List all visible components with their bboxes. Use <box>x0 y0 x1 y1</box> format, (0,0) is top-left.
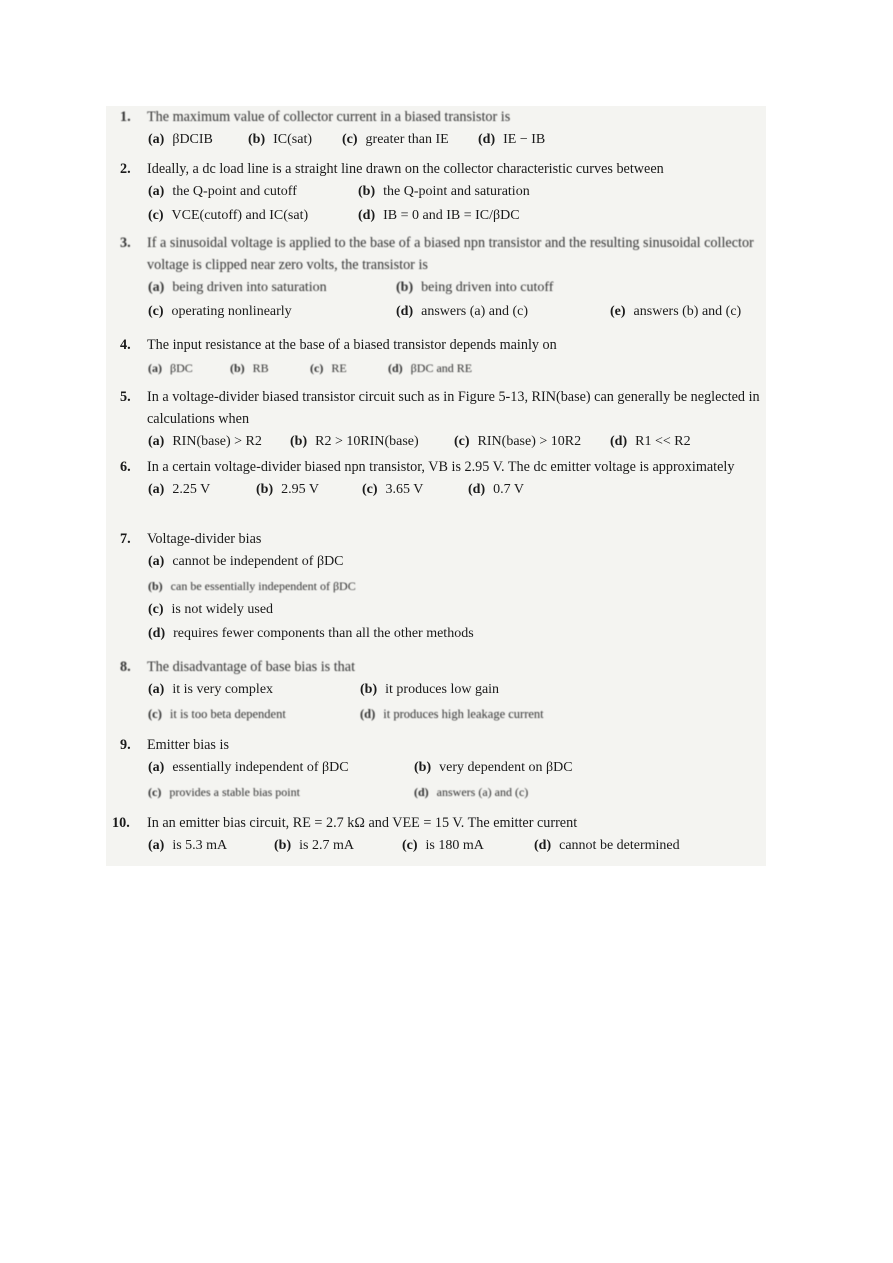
option-d: (d) IB = 0 and IB = IC/βDC <box>358 208 520 223</box>
option-row <box>148 356 766 380</box>
option-row <box>148 550 766 574</box>
option-a: (a) βDC <box>148 361 193 375</box>
question-stem <box>120 656 766 678</box>
question-text: If a sinusoidal voltage is applied to the base of a biased npn transistor and the resulting sinusoidal collector voltage is clipped near zero volts, the transistor is <box>147 235 754 273</box>
option-a: (a) is 5.3 mA <box>148 838 228 853</box>
question-number: 1. <box>120 109 131 125</box>
option-c: (c) greater than IE <box>342 132 449 147</box>
option-c: (c) 3.65 V <box>362 482 424 497</box>
option-a: (a) essentially independent of βDC <box>148 760 349 775</box>
question-stem <box>120 106 766 128</box>
option-row <box>148 834 766 858</box>
question-text: Ideally, a dc load line is a straight line drawn on the collector characteristic curves between <box>147 161 664 177</box>
option-row <box>148 574 766 598</box>
option-row <box>148 678 766 702</box>
option-b: (b) being driven into cutoff <box>396 280 554 295</box>
option-row <box>148 180 766 204</box>
option-a: (a) 2.25 V <box>148 482 211 497</box>
option-row <box>148 780 766 804</box>
question-text: In an emitter bias circuit, RE = 2.7 kΩ and VEE = 15 V. The emitter current <box>147 815 578 831</box>
option-d: (d) βDC and RE <box>388 361 473 375</box>
question-text: Emitter bias is <box>147 737 229 753</box>
option-b: (b) R2 > 10RIN(base) <box>290 434 419 449</box>
option-row <box>148 430 766 454</box>
question-stem <box>120 528 766 550</box>
question-stem <box>120 456 766 478</box>
option-a: (a) βDCIB <box>148 132 213 147</box>
option-d: (d) answers (a) and (c) <box>396 304 529 319</box>
option-d: (d) 0.7 V <box>468 482 524 497</box>
option-a: (a) RIN(base) > R2 <box>148 434 262 449</box>
question-number: 2. <box>120 161 131 177</box>
question-stem <box>120 334 766 356</box>
question-text: In a certain voltage-divider biased npn transistor, VB is 2.95 V. The dc emitter voltage is approximately <box>147 459 735 475</box>
option-c: (c) provides a stable bias point <box>148 785 300 799</box>
option-b: (b) RB <box>230 361 269 375</box>
question-5 <box>106 386 766 454</box>
question-number: 7. <box>120 531 131 547</box>
question-2 <box>106 158 766 228</box>
question-4 <box>106 334 766 380</box>
option-row <box>148 622 766 646</box>
option-d: (d) answers (a) and (c) <box>414 785 529 799</box>
question-10 <box>106 812 766 858</box>
option-a: (a) being driven into saturation <box>148 280 327 295</box>
option-e: (e) answers (b) and (c) <box>610 304 742 319</box>
question-text: Voltage-divider bias <box>147 531 262 547</box>
question-text: The maximum value of collector current in a biased transistor is <box>147 109 511 125</box>
question-9 <box>106 734 766 804</box>
option-c: (c) RIN(base) > 10R2 <box>454 434 582 449</box>
question-stem <box>120 158 766 180</box>
question-text: The input resistance at the base of a biased transistor depends mainly on <box>147 337 557 353</box>
option-row <box>148 478 766 502</box>
option-b: (b) can be essentially independent of βDC <box>148 579 356 593</box>
question-7 <box>106 528 766 646</box>
question-number: 3. <box>120 235 131 251</box>
question-1 <box>106 106 766 152</box>
question-stem <box>112 812 766 834</box>
question-stem <box>120 386 766 430</box>
option-d: (d) cannot be determined <box>534 838 680 853</box>
option-c: (c) is 180 mA <box>402 838 484 853</box>
option-a: (a) the Q-point and cutoff <box>148 184 297 199</box>
option-row <box>148 756 766 780</box>
option-b: (b) is 2.7 mA <box>274 838 354 853</box>
option-a: (a) it is very complex <box>148 682 274 697</box>
option-b: (b) IC(sat) <box>248 132 313 147</box>
option-c: (c) it is too beta dependent <box>148 707 286 721</box>
question-number: 4. <box>120 337 131 353</box>
option-b: (b) 2.95 V <box>256 482 319 497</box>
question-number: 5. <box>120 389 131 405</box>
question-number: 6. <box>120 459 131 475</box>
option-c: (c) is not widely used <box>148 602 274 617</box>
option-b: (b) very dependent on βDC <box>414 760 573 775</box>
option-row <box>148 204 766 228</box>
option-row <box>148 128 766 152</box>
question-8 <box>106 656 766 726</box>
option-a: (a) cannot be independent of βDC <box>148 554 344 569</box>
option-row <box>148 300 766 324</box>
option-row <box>148 598 766 622</box>
question-number: 8. <box>120 659 131 675</box>
scanned-page <box>106 106 766 866</box>
option-d: (d) IE − IB <box>478 132 546 147</box>
question-text: The disadvantage of base bias is that <box>147 659 356 675</box>
question-stem <box>120 232 766 276</box>
question-text: In a voltage-divider biased transistor circuit such as in Figure 5-13, RIN(base) can generally be neglected in calculations when <box>147 389 760 427</box>
option-d: (d) it produces high leakage current <box>360 707 544 721</box>
option-d: (d) R1 << R2 <box>610 434 691 449</box>
option-c: (c) VCE(cutoff) and IC(sat) <box>148 208 309 223</box>
question-number: 9. <box>120 737 131 753</box>
option-row <box>148 702 766 726</box>
question-3 <box>106 232 766 324</box>
option-b: (b) the Q-point and saturation <box>358 184 530 199</box>
option-b: (b) it produces low gain <box>360 682 500 697</box>
question-number: 10. <box>112 815 130 831</box>
option-d: (d) requires fewer components than all the other methods <box>148 626 474 641</box>
option-c: (c) RE <box>310 361 347 375</box>
question-stem <box>120 734 766 756</box>
question-6 <box>106 456 766 502</box>
option-row <box>148 276 766 300</box>
option-c: (c) operating nonlinearly <box>148 304 292 319</box>
